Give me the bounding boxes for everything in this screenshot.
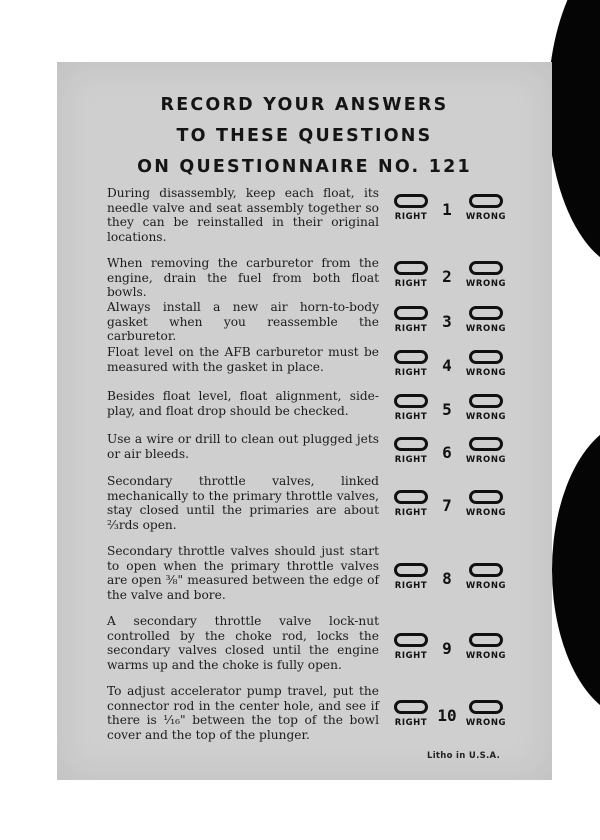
right-answer-slot[interactable] (394, 261, 428, 275)
question-text: When removing the carburetor from the engine, drain the fuel from both float bowls. (107, 256, 379, 300)
header-line-1: RECORD YOUR ANSWERS (160, 95, 449, 115)
wrong-label: WRONG (465, 651, 507, 661)
question-text: To adjust accelerator pump travel, put the connector rod in the center hole, and see if there is ⅟₁₆" between the top of the bowl cover and the top of the plunger. (107, 684, 379, 742)
question-number: 8 (442, 569, 452, 588)
question-text: Secondary throttle valves should just start to open when the primary throttle valves are open ⅜" measured between the edge of the valve and bore. (107, 544, 379, 602)
wrong-answer-slot[interactable] (469, 633, 503, 647)
right-answer-slot[interactable] (394, 394, 428, 408)
answer-card (57, 62, 552, 780)
wrong-label: WRONG (465, 324, 507, 334)
right-answer-slot[interactable] (394, 350, 428, 364)
card-header (57, 90, 552, 183)
wrong-answer-slot[interactable] (469, 563, 503, 577)
right-answer-slot[interactable] (394, 490, 428, 504)
right-answer-slot[interactable] (394, 700, 428, 714)
wrong-label: WRONG (465, 412, 507, 422)
question-number: 5 (442, 400, 452, 419)
right-label: RIGHT (394, 279, 428, 289)
wrong-answer-slot[interactable] (469, 394, 503, 408)
wrong-answer-slot[interactable] (469, 437, 503, 451)
question-text: A secondary throttle valve lock-nut controlled by the choke rod, locks the secondary valves closed until the engine warms up and the choke is fully open. (107, 614, 379, 672)
question-number: 2 (442, 267, 452, 286)
wrong-answer-slot[interactable] (469, 194, 503, 208)
question-number: 1 (442, 200, 452, 219)
print-credit: Litho in U.S.A. (427, 751, 501, 761)
right-label: RIGHT (394, 508, 428, 518)
wrong-label: WRONG (465, 581, 507, 591)
right-answer-slot[interactable] (394, 563, 428, 577)
question-number: 10 (437, 706, 457, 725)
question-number: 9 (442, 639, 452, 658)
right-label: RIGHT (394, 455, 428, 465)
question-text: Secondary throttle valves, linked mechanically to the primary throttle valves, stay closed until the primaries are about ⅔rds open. (107, 474, 379, 532)
right-answer-slot[interactable] (394, 194, 428, 208)
right-label: RIGHT (394, 412, 428, 422)
wrong-label: WRONG (465, 718, 507, 728)
question-text: During disassembly, keep each float, its needle valve and seat assembly together so they can be reinstalled in their original locations. (107, 186, 379, 244)
wrong-answer-slot[interactable] (469, 700, 503, 714)
wrong-answer-slot[interactable] (469, 350, 503, 364)
header-line-3: ON QUESTIONNAIRE NO. 121 (137, 157, 472, 177)
right-answer-slot[interactable] (394, 437, 428, 451)
wrong-label: WRONG (465, 455, 507, 465)
question-text: Besides float level, float alignment, side-play, and float drop should be checked. (107, 389, 379, 418)
question-text: Use a wire or drill to clean out plugged jets or air bleeds. (107, 432, 379, 461)
wrong-label: WRONG (465, 508, 507, 518)
wrong-label: WRONG (465, 279, 507, 289)
right-label: RIGHT (394, 368, 428, 378)
wrong-label: WRONG (465, 212, 507, 222)
right-answer-slot[interactable] (394, 633, 428, 647)
header-line-2: TO THESE QUESTIONS (176, 126, 433, 146)
wrong-label: WRONG (465, 368, 507, 378)
right-label: RIGHT (394, 718, 428, 728)
decorative-black-shape-top (548, 0, 600, 270)
right-label: RIGHT (394, 324, 428, 334)
right-label: RIGHT (394, 651, 428, 661)
question-number: 4 (442, 356, 452, 375)
question-text: Float level on the AFB carburetor must be measured with the gasket in place. (107, 345, 379, 374)
right-label: RIGHT (394, 581, 428, 591)
decorative-black-shape-bottom (552, 420, 600, 720)
wrong-answer-slot[interactable] (469, 306, 503, 320)
right-answer-slot[interactable] (394, 306, 428, 320)
question-number: 6 (442, 443, 452, 462)
wrong-answer-slot[interactable] (469, 261, 503, 275)
question-number: 3 (442, 312, 452, 331)
question-text: Always install a new air horn-to-body gasket when you reassemble the carburetor. (107, 300, 379, 344)
question-number: 7 (442, 496, 452, 515)
right-label: RIGHT (394, 212, 428, 222)
wrong-answer-slot[interactable] (469, 490, 503, 504)
